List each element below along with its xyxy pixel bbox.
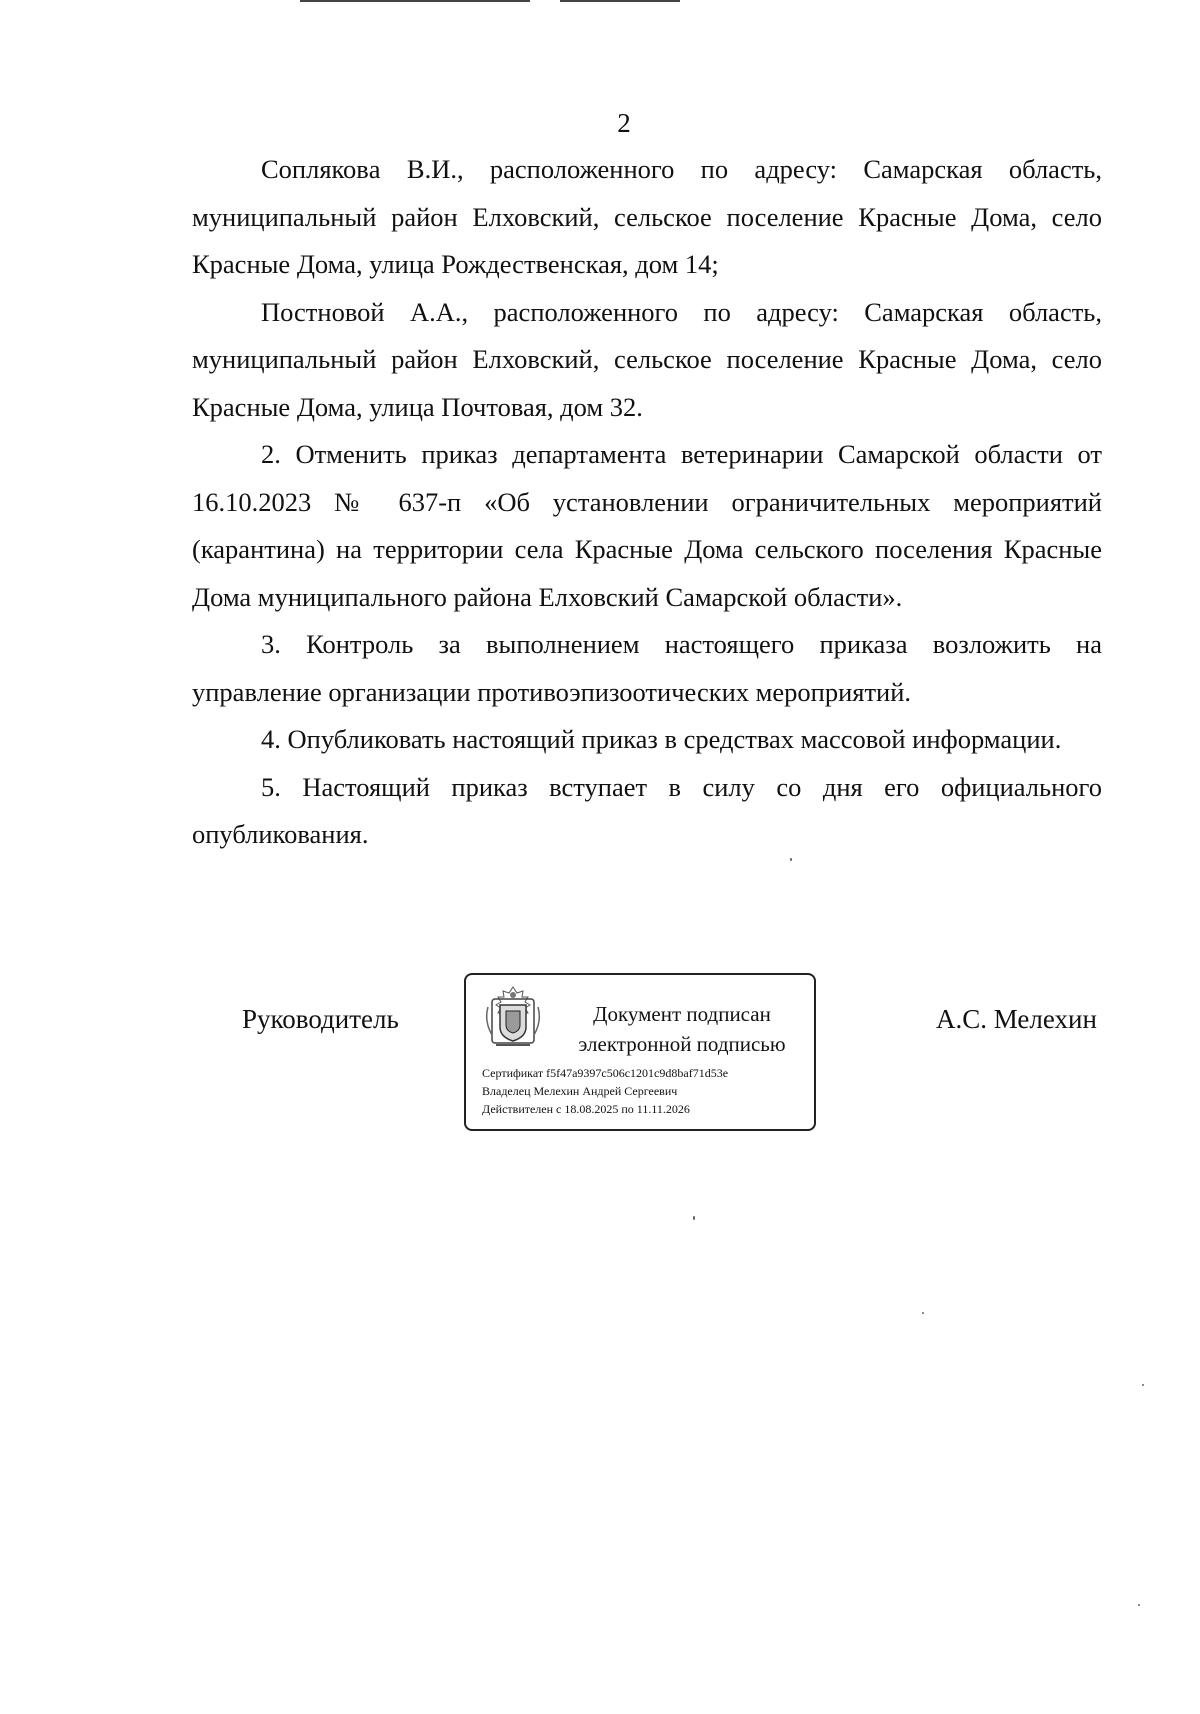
stamp-heading	[562, 999, 802, 1059]
paragraph: Постновой А.А., расположенного по адресу: Самарская область, муниципальный район Елховский, сельское поселение Красные Дома, село Красные Дома, улица Почтовая, дом 32.	[192, 296, 1102, 422]
scan-speck	[693, 1216, 695, 1220]
scan-edge-line	[300, 0, 530, 2]
coat-of-arms-icon	[484, 985, 542, 1049]
signer-name: А.С. Мелехин	[936, 1004, 1097, 1034]
page-number: 2	[617, 108, 631, 138]
scan-edge-line	[560, 0, 680, 2]
certificate-number: Сертификат f5f47a9397c506c1201c9d8baf71d53e	[482, 1066, 729, 1080]
scan-speck	[1142, 1384, 1144, 1386]
certificate-validity: Действителен с 18.08.2025 по 11.11.2026	[482, 1102, 690, 1116]
paragraph: 3. Контроль за выполнением настоящего приказа возложить на управление организации противоэпизоотических мероприятий.	[192, 629, 1102, 707]
paragraph: 2. Отменить приказ департамента ветеринарии Самарской области от 16.10.2023 № 637-п «Об установлении ограничительных мероприятий (карантина) на территории села Красные Дома сельского поселения Красные Дома муниципального района Елховский Самарской области».	[192, 439, 1102, 612]
document-body	[192, 146, 1102, 859]
stamp-details	[482, 1064, 812, 1118]
scan-speck	[922, 1312, 924, 1314]
paragraph: 4. Опубликовать настоящий приказ в средствах массовой информации.	[261, 724, 1062, 754]
stamp-heading-line: Документ подписан	[593, 1002, 771, 1026]
scan-speck	[1138, 1604, 1140, 1606]
scan-speck	[790, 858, 792, 861]
electronic-signature-stamp	[464, 973, 816, 1131]
stamp-heading-line: электронной подписью	[578, 1032, 786, 1056]
paragraph: 5. Настоящий приказ вступает в силу со дня его официального опубликования.	[192, 771, 1102, 849]
certificate-owner: Владелец Мелехин Андрей Сергеевич	[482, 1084, 678, 1098]
signer-position: Руководитель	[242, 1004, 399, 1034]
paragraph: Сопляковa В.И., расположенного по адресу: Самарская область, муниципальный район Елховский, сельское поселение Красные Дома, село Красные Дома, улица Рождественская, дом 14;	[192, 154, 1102, 279]
coat-of-arms-icon	[484, 985, 542, 1049]
